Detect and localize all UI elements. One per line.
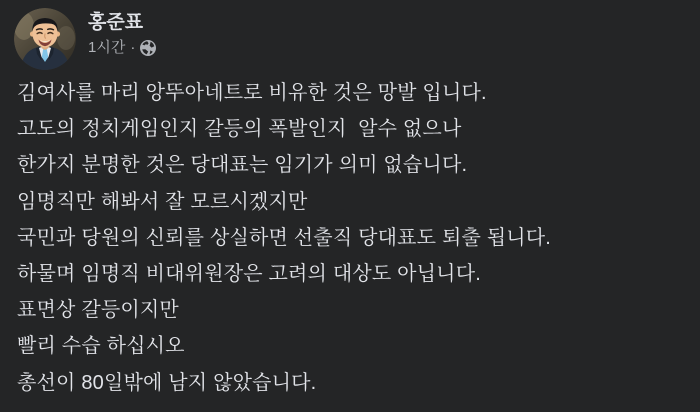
- post-header-text: [88, 8, 156, 57]
- author-name[interactable]: 홍준표: [88, 12, 144, 33]
- post-text-line: 고도의 정치게임인지 갈등의 폭발인지 알수 없으나: [17, 118, 462, 141]
- timestamp[interactable]: 1시간: [88, 39, 126, 56]
- post-header: [14, 8, 156, 70]
- post-text-line: 임명직만 해봐서 잘 모르시겠지만: [17, 190, 308, 213]
- post-text-line: 총선이 80일밖에 남지 않았습니다.: [17, 371, 317, 394]
- post-text-line: 하물며 임명직 비대위원장은 고려의 대상도 아닙니다.: [17, 263, 481, 286]
- post-body: [17, 75, 688, 401]
- post-text-line: 빨리 수습 하십시오: [17, 335, 185, 358]
- post-meta: [88, 39, 156, 57]
- avatar[interactable]: [14, 8, 76, 70]
- post-text-line: 한가지 분명한 것은 당대표는 임기가 의미 없습니다.: [17, 154, 468, 177]
- meta-separator: ·: [130, 39, 136, 56]
- profile-photo-icon: [14, 8, 76, 70]
- globe-icon: [140, 40, 156, 56]
- post-text-line: 김여사를 마리 앙뚜아네트로 비유한 것은 망발 입니다.: [17, 82, 487, 104]
- post-text-line: 국민과 당원의 신뢰를 상실하면 선출직 당대표도 퇴출 됩니다.: [17, 226, 552, 249]
- post-text-line: 표면상 갈등이지만: [17, 299, 179, 322]
